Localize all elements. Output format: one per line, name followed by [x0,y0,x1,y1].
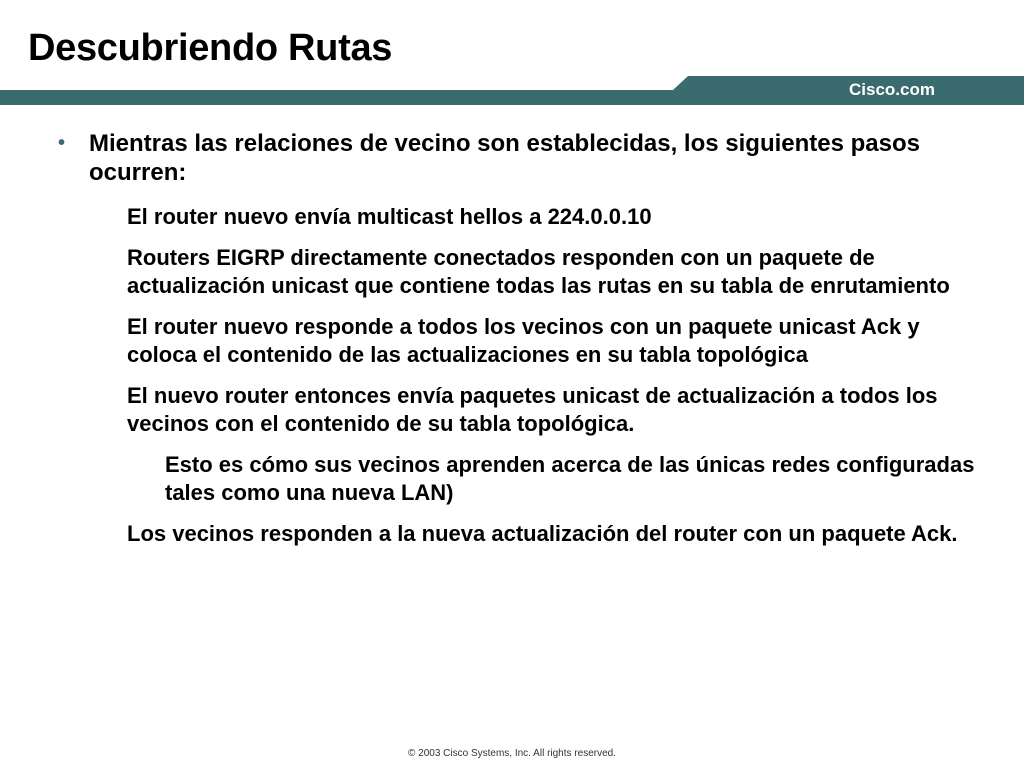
slide-content [58,129,978,561]
slide-title: Descubriendo Rutas [28,27,393,69]
step-3: El router nuevo responde a todos los vecinos con un paquete unicast Ack y coloca el contenido de las actualizaciones en su tabla topológica [127,314,920,367]
main-bullet [58,129,978,187]
main-bullet-text: Mientras las relaciones de vecino son establecidas, los siguientes pasos ocurren: [89,130,920,186]
footer-copyright: © 2003 Cisco Systems, Inc. All rights reserved. [407,748,616,759]
step-5: Los vecinos responden a la nueva actualización del router con un paquete Ack. [127,521,958,546]
step-4: El nuevo router entonces envía paquetes unicast de actualización a todos los vecinos con el contenido de su tabla topológica. [127,383,938,436]
bullet-dot-icon: • [58,132,66,154]
step-4-note: Esto es cómo sus vecinos aprenden acerca de las únicas redes configuradas tales como una nueva LAN) [165,452,975,505]
cisco-brand-label: Cisco.com [849,80,935,99]
step-2: Routers EIGRP directamente conectados responden con un paquete de actualización unicast que contiene todas las rutas en su tabla de enrutamiento [127,245,950,298]
step-1: El router nuevo envía multicast hellos a 224.0.0.10 [127,204,652,229]
